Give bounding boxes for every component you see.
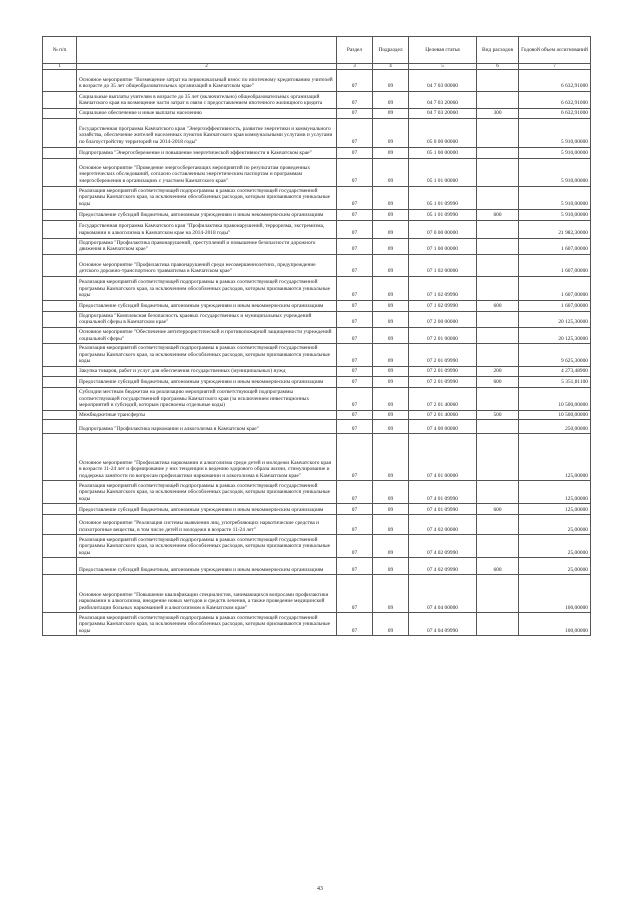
row-target-article: 07 2 01 09990 [409,376,477,387]
row-amount: 125,00000 [519,434,591,481]
row-section: 07 [337,387,373,410]
row-subsection: 09 [373,92,409,109]
row-expense-type: 300 [477,109,519,119]
row-subsection: 09 [373,366,409,376]
row-name: Основное мероприятие "Проведение энергосберегающих мероприятий по результатам проведенных энергетических обследований, согласно составленным энергетическим паспортам и программам энергосбережения в организациях с участием Камчатского края" [77,158,337,186]
row-section: 07 [337,70,373,92]
row-subsection: 09 [373,147,409,158]
table-row [43,147,591,158]
num-cell [43,387,77,410]
row-section: 07 [337,504,373,515]
row-section: 07 [337,118,373,147]
num-cell [43,504,77,515]
row-target-article: 07 4 02 09990 [409,535,477,558]
header-name [77,37,337,64]
row-section: 07 [337,186,373,209]
colnum: 2 [77,64,337,70]
row-amount: 100,00000 [519,575,591,613]
row-amount: 9 625,30000 [519,344,591,367]
row-amount: 1 607,00000 [519,276,591,300]
table-row [43,558,591,575]
row-name: Подпрограмма "Профилактика наркомании и алкоголизма в Камчатском крае" [77,420,337,434]
row-section: 07 [337,515,373,535]
row-expense-type [477,515,519,535]
num-cell [43,410,77,420]
num-cell [43,535,77,558]
row-target-article: 05 1 00 00000 [409,147,477,158]
row-expense-type: 600 [477,376,519,387]
num-cell [43,220,77,238]
table-row [43,410,591,420]
row-name: Государственная программа Камчатского края "Профилактика правонарушений, терроризма, экстремизма, наркомании и алкоголизма в Камчатском крае на 2014-2018 годы" [77,220,337,238]
row-subsection: 09 [373,558,409,575]
colnum: 6 [477,64,519,70]
row-amount: 1 607,00000 [519,238,591,254]
row-target-article: 07 2 01 40060 [409,387,477,410]
row-subsection: 09 [373,420,409,434]
row-expense-type [477,613,519,636]
row-target-article: 07 4 02 00000 [409,515,477,535]
table-row [43,118,591,147]
row-subsection: 09 [373,481,409,504]
table-row [43,238,591,254]
num-cell [43,186,77,209]
num-cell [43,147,77,158]
num-cell [43,575,77,613]
row-name: Межбюджетные трансферты [77,410,337,420]
row-target-article: 07 1 00 00000 [409,238,477,254]
row-name: Реализация мероприятий соответствующей подпрограммы в рамках соответствующей государственной программы Камчатского края, за исключением обособленных расходов, которым присваиваются уникальные коды [77,344,337,367]
colnum: 4 [373,64,409,70]
row-amount: 250,00000 [519,420,591,434]
table-row [43,535,591,558]
row-name: Реализация мероприятий соответствующей подпрограммы в рамках соответствующей государственной программы Камчатского края, за исключением обособленных расходов, которым присваиваются уникальные коды [77,535,337,558]
row-expense-type [477,387,519,410]
row-target-article: 07 2 01 09990 [409,344,477,367]
row-section: 07 [337,481,373,504]
row-name: Основное мероприятие "Повышение квалификации специалистов, занимающихся вопросами профилактики наркомании и алкоголизма, внедрение новых методов и средств лечения, а также проведение медицинской реабилитации больных наркоманией и алкоголизмом в Камчатском крае" [77,575,337,613]
row-expense-type [477,420,519,434]
page-number: 43 [317,886,323,892]
table-row [43,434,591,481]
table-row [43,376,591,387]
row-name: Предоставление субсидий бюджетным, автономным учреждениям и иным некоммерческим организациям [77,209,337,220]
row-expense-type: 600 [477,558,519,575]
row-amount: 1 607,00000 [519,254,591,276]
row-name: Подпрограмма "Профилактика правонарушений, преступлений и повышение безопасности дорожного движения в Камчатском крае" [77,238,337,254]
colnum: 7 [519,64,591,70]
row-expense-type [477,147,519,158]
table-row [43,70,591,92]
row-subsection: 09 [373,311,409,327]
table-row [43,327,591,343]
row-subsection: 09 [373,220,409,238]
row-name: Подпрограмма "Энергосбережение и повышение энергетической эффективности в Камчатском крае" [77,147,337,158]
row-expense-type: 600 [477,300,519,311]
row-expense-type [477,535,519,558]
row-subsection: 09 [373,276,409,300]
num-cell [43,613,77,636]
row-amount: 20 125,30000 [519,327,591,343]
row-target-article: 07 4 00 00000 [409,420,477,434]
row-amount: 5 910,00000 [519,147,591,158]
row-section: 07 [337,420,373,434]
row-subsection: 09 [373,238,409,254]
row-target-article: 07 1 02 09990 [409,300,477,311]
row-expense-type [477,186,519,209]
row-expense-type [477,254,519,276]
row-amount: 4 273,48900 [519,366,591,376]
table-row [43,613,591,636]
row-target-article: 07 1 02 00000 [409,254,477,276]
num-cell [43,92,77,109]
table-row [43,92,591,109]
row-expense-type: 500 [477,410,519,420]
row-target-article: 07 0 00 00000 [409,220,477,238]
row-name: Предоставление субсидий бюджетным, автономным учреждениям и иным некоммерческим организациям [77,376,337,387]
row-section: 07 [337,311,373,327]
row-target-article: 05 0 00 00000 [409,118,477,147]
row-name: Закупка товаров, работ и услуг для обеспечения государственных (муниципальных) нужд [77,366,337,376]
row-name: Социальные выплаты учителям в возрасте до 35 лет (включительно) общеобразовательных организаций Камчатского края на возмещение части затрат в связи с предоставлением ипотечного жилищного кредита [77,92,337,109]
row-subsection: 09 [373,327,409,343]
row-amount: 25,00000 [519,515,591,535]
row-target-article: 07 4 04 00000 [409,575,477,613]
row-subsection: 09 [373,387,409,410]
row-name: Субсидии местным бюджетам на реализацию мероприятий соответствующей подпрограммы соответствующей государственной программы Камчатского края (за исключением инвестиционных мероприятий и субсидий, которым присвоены отдельные коды) [77,387,337,410]
row-section: 07 [337,276,373,300]
row-target-article: 07 4 02 09990 [409,558,477,575]
header-row [43,37,591,64]
row-amount: 5 351,81100 [519,376,591,387]
num-cell [43,420,77,434]
row-subsection: 09 [373,613,409,636]
row-subsection: 09 [373,70,409,92]
num-cell [43,558,77,575]
row-expense-type: 600 [477,209,519,220]
row-subsection: 09 [373,186,409,209]
row-target-article: 07 4 04 09990 [409,613,477,636]
row-expense-type [477,327,519,343]
num-cell [43,238,77,254]
row-target-article: 04 7 03 20060 [409,109,477,119]
row-section: 07 [337,327,373,343]
row-amount: 125,00000 [519,504,591,515]
row-section: 07 [337,92,373,109]
row-name: Реализация мероприятий соответствующей подпрограммы в рамках соответствующей государственной программы Камчатского края, за исключением обособленных расходов, которым присваиваются уникальные коды [77,481,337,504]
row-amount: 5 910,00000 [519,186,591,209]
row-amount: 1 607,00000 [519,300,591,311]
row-expense-type [477,575,519,613]
row-expense-type [477,118,519,147]
num-cell [43,515,77,535]
row-section: 07 [337,147,373,158]
row-section: 07 [337,300,373,311]
colnum: 3 [337,64,373,70]
row-target-article: 07 2 00 00000 [409,311,477,327]
row-subsection: 09 [373,535,409,558]
row-name: Социальное обеспечение и иные выплаты населению [77,109,337,119]
row-target-article: 07 4 01 00000 [409,434,477,481]
row-section: 07 [337,366,373,376]
row-subsection: 09 [373,515,409,535]
table-row [43,344,591,367]
row-section: 07 [337,220,373,238]
num-cell [43,481,77,504]
row-subsection: 09 [373,434,409,481]
table-row [43,158,591,186]
row-expense-type: 600 [477,504,519,515]
table-row [43,504,591,515]
row-expense-type [477,92,519,109]
row-target-article: 07 4 01 09990 [409,504,477,515]
row-name: Основное мероприятие "Профилактика правонарушений среди несовершеннолетних, предупреждение детского дорожно-транспортного травматизма в Камчатском крае" [77,254,337,276]
table-row [43,276,591,300]
num-cell [43,300,77,311]
row-amount: 10 500,00000 [519,387,591,410]
row-amount: 21 982,30000 [519,220,591,238]
table-row [43,186,591,209]
row-expense-type [477,238,519,254]
num-cell [43,311,77,327]
num-cell [43,344,77,367]
row-target-article: 05 1 01 00000 [409,158,477,186]
row-section: 07 [337,238,373,254]
table-row [43,515,591,535]
row-section: 07 [337,558,373,575]
row-name: Подпрограмма "Комплексная безопасность краевых государственных и муниципальных учреждений социальной сферы в Камчатском крае" [77,311,337,327]
row-name: Реализация мероприятий соответствующей подпрограммы в рамках соответствующей государственной программы Камчатского края, за исключением обособленных расходов, которым присваиваются уникальные коды [77,276,337,300]
row-section: 07 [337,535,373,558]
row-expense-type: 200 [477,366,519,376]
row-name: Реализация мероприятий соответствующей подпрограммы в рамках соответствующей государственной программы Камчатского края, за исключением обособленных расходов, которым присваиваются уникальные коды [77,186,337,209]
row-expense-type [477,434,519,481]
row-name: Реализация мероприятий соответствующей подпрограммы в рамках соответствующей государственной программы Камчатского края, за исключением обособленных расходов, которым присваиваются уникальные коды [77,613,337,636]
num-cell [43,109,77,119]
row-subsection: 09 [373,209,409,220]
row-amount: 6 632,91000 [519,92,591,109]
row-amount: 25,00000 [519,535,591,558]
table-row [43,311,591,327]
header-amount: Годовой объем ассигнований [519,37,591,64]
row-section: 07 [337,254,373,276]
header-subsection: Подраздел [373,37,409,64]
row-name: Основное мероприятие "Профилактика наркомании и алкоголизма среди детей и молодежи Камчатского края в возрасте 11-24 лет и формирование у них тенденции к ведению здорового образа жизни, стимулирование и поддержка занятости по вопросам профилактики наркомании и алкоголизма в Камчатском крае" [77,434,337,481]
table-row [43,254,591,276]
row-amount: 5 910,00000 [519,118,591,147]
row-target-article: 07 2 01 00000 [409,327,477,343]
row-amount: 5 910,00000 [519,158,591,186]
header-num: № п/п [43,37,77,64]
row-target-article: 07 1 02 09990 [409,276,477,300]
row-expense-type [477,344,519,367]
row-target-article: 05 1 01 09990 [409,186,477,209]
table-row [43,481,591,504]
num-cell [43,209,77,220]
row-name: Государственная программа Камчатского края "Энергоэффективность, развитие энергетики и коммунального хозяйства, обеспечение жителей населенных пунктов Камчатского края коммунальными услугами и услугами по благоустройству территорий на 2014-2018 годы" [77,118,337,147]
row-subsection: 09 [373,109,409,119]
row-section: 07 [337,209,373,220]
row-section: 07 [337,109,373,119]
row-name: Предоставление субсидий бюджетным, автономным учреждениям и иным некоммерческим организациям [77,504,337,515]
row-amount: 6 632,91000 [519,109,591,119]
row-section: 07 [337,613,373,636]
header-section: Раздел [337,37,373,64]
row-subsection: 09 [373,118,409,147]
colnum: 1 [43,64,77,70]
table-row [43,220,591,238]
row-target-article: 07 2 01 40060 [409,410,477,420]
row-name: Основное мероприятие "Возмещение затрат на первоначальный взнос по ипотечному кредитованию учителей в возрасте до 35 лет общеобразовательных организаций в Камчатском крае" [77,70,337,92]
row-amount: 125,00000 [519,481,591,504]
num-cell [43,434,77,481]
header-target: Целевая статья [409,37,477,64]
row-amount: 20 125,30000 [519,311,591,327]
row-name: Основное мероприятие "Реализация системы выявления лиц, употребляющих наркотические средства и психотропные вещества, в том числе детей и молодежи в возрасте 11-24 лет" [77,515,337,535]
row-section: 07 [337,376,373,387]
num-cell [43,118,77,147]
row-target-article: 04 7 03 00000 [409,70,477,92]
row-subsection: 09 [373,254,409,276]
row-name: Предоставление субсидий бюджетным, автономным учреждениям и иным некоммерческим организациям [77,558,337,575]
table-row [43,366,591,376]
num-cell [43,376,77,387]
row-expense-type [477,158,519,186]
row-name: Основное мероприятие "Обеспечение антитеррористической и противопожарной защищенности учреждений социальной сферы" [77,327,337,343]
table-row [43,209,591,220]
row-amount: 6 632,91000 [519,70,591,92]
row-target-article: 04 7 03 20060 [409,92,477,109]
table-row [43,109,591,119]
table-row [43,420,591,434]
table-body [43,70,591,636]
num-cell [43,158,77,186]
row-expense-type [477,220,519,238]
row-section: 07 [337,344,373,367]
num-cell [43,70,77,92]
num-cell [43,366,77,376]
row-amount: 5 910,00000 [519,209,591,220]
row-amount: 100,00000 [519,613,591,636]
row-subsection: 09 [373,300,409,311]
num-cell [43,327,77,343]
row-expense-type [477,70,519,92]
row-expense-type [477,311,519,327]
row-section: 07 [337,410,373,420]
row-subsection: 09 [373,344,409,367]
row-subsection: 09 [373,575,409,613]
row-target-article: 05 1 01 09990 [409,209,477,220]
header-exptype: Вид расходов [477,37,519,64]
row-subsection: 09 [373,504,409,515]
row-amount: 25,00000 [519,558,591,575]
row-expense-type [477,276,519,300]
row-expense-type [477,481,519,504]
row-target-article: 07 2 01 09990 [409,366,477,376]
row-section: 07 [337,575,373,613]
table-row [43,575,591,613]
row-subsection: 09 [373,410,409,420]
row-subsection: 09 [373,376,409,387]
row-name: Предоставление субсидий бюджетным, автономным учреждениям и иным некоммерческим организациям [77,300,337,311]
table-row [43,387,591,410]
row-target-article: 07 4 01 09990 [409,481,477,504]
row-subsection: 09 [373,158,409,186]
num-cell [43,254,77,276]
budget-table [42,36,591,636]
table-row [43,300,591,311]
num-cell [43,276,77,300]
row-section: 07 [337,158,373,186]
colnum: 5 [409,64,477,70]
row-section: 07 [337,434,373,481]
row-amount: 10 500,00000 [519,410,591,420]
